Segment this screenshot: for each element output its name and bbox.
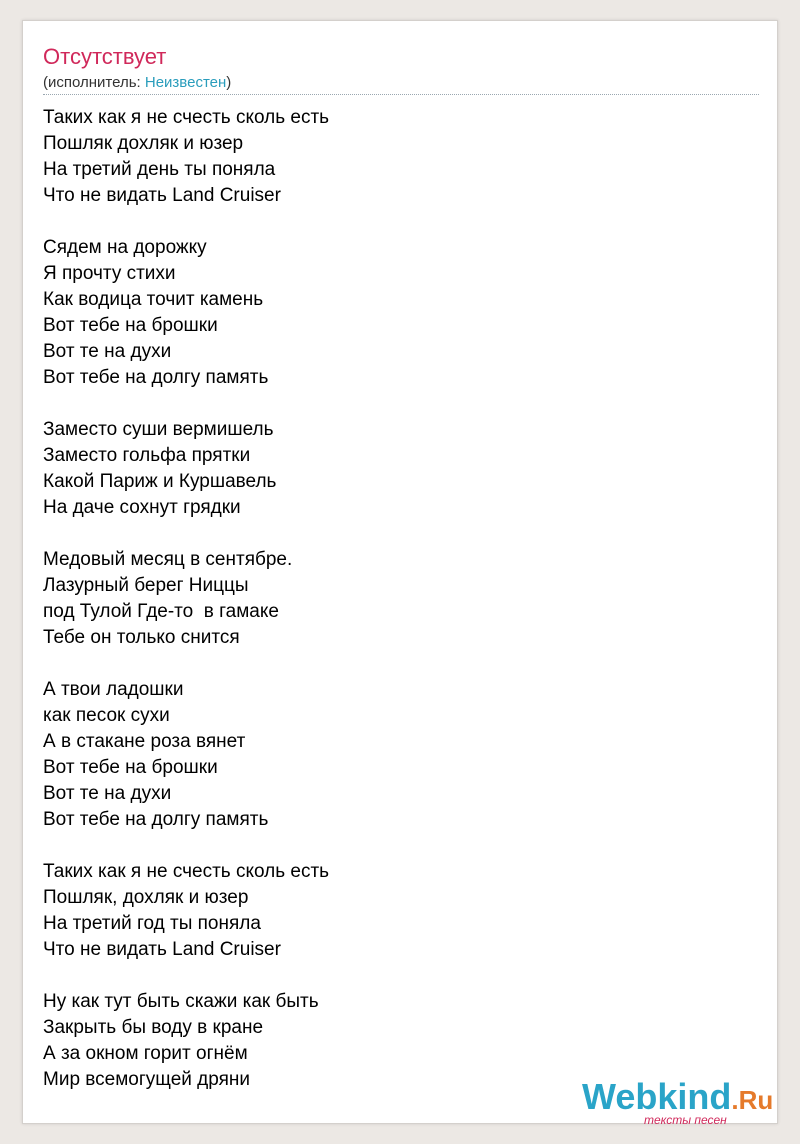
artist-line <box>43 73 231 93</box>
lyric-line: На третий год ты поняла <box>43 913 261 934</box>
lyric-line: А за окном горит огнём <box>43 1043 248 1064</box>
lyric-line: Как водица точит камень <box>43 289 264 310</box>
lyric-line: Вот тебе на долгу память <box>43 809 269 830</box>
lyric-line: Пошляк, дохляк и юзер <box>43 887 249 908</box>
lyric-line: Заместо гольфа прятки <box>43 445 251 466</box>
logo-main: Webkind <box>582 1076 732 1117</box>
stanza <box>43 677 743 833</box>
lyric-line: Тебе он только снится <box>43 627 240 648</box>
lyric-line: Вот тебе на долгу память <box>43 367 269 388</box>
stanza <box>43 547 743 651</box>
logo-tld: .Ru <box>731 1085 774 1115</box>
song-title: Отсутствует <box>43 44 167 69</box>
stanza <box>43 105 743 209</box>
lyric-line: Что не видать Land Cruiser <box>43 939 281 960</box>
lyric-line: Что не видать Land Cruiser <box>43 185 281 206</box>
lyric-line: Таких как я не счесть сколь есть <box>43 861 330 882</box>
logo-tagline: тексты песен <box>644 1113 727 1127</box>
lyric-line: Лазурный берег Ниццы <box>43 575 249 596</box>
lyric-line: под Тулой Где-то в гамаке <box>43 601 279 622</box>
stanza <box>43 417 743 521</box>
artist-link[interactable]: Неизвестен <box>144 74 227 91</box>
lyric-line: Мир всемогущей дряни <box>43 1069 251 1090</box>
lyric-line: На даче сохнут грядки <box>43 497 241 518</box>
divider <box>43 94 759 95</box>
lyric-line: Пошляк дохляк и юзер <box>43 133 244 154</box>
lyric-line: Вот тебе на брошки <box>43 315 218 336</box>
stanza <box>43 859 743 963</box>
lyric-line: А твои ладошки <box>43 679 184 700</box>
lyric-line: Таких как я не счесть сколь есть <box>43 107 330 128</box>
lyric-line: Вот тебе на брошки <box>43 757 218 778</box>
lyric-line: Ну как тут быть скажи как быть <box>43 991 319 1012</box>
artist-suffix: ) <box>226 74 232 91</box>
artist-prefix: (исполнитель: <box>43 74 145 91</box>
stanza <box>43 235 743 391</box>
lyric-line: Вот те на духи <box>43 783 172 804</box>
lyrics-sheet <box>22 20 778 1124</box>
lyric-line: Вот те на духи <box>43 341 172 362</box>
lyric-line: Медовый месяц в сентябре. <box>43 549 293 570</box>
lyric-line: как песок сухи <box>43 705 170 726</box>
lyric-line: Я прочту стихи <box>43 263 176 284</box>
lyric-line: На третий день ты поняла <box>43 159 276 180</box>
lyrics-body <box>43 105 743 1119</box>
lyric-line: Заместо суши вермишель <box>43 419 274 440</box>
lyric-line: А в стакане роза вянет <box>43 731 246 752</box>
site-logo[interactable] <box>582 1076 782 1126</box>
lyric-line: Закрыть бы воду в кране <box>43 1017 264 1038</box>
lyric-line: Какой Париж и Куршавель <box>43 471 277 492</box>
lyric-line: Сядем на дорожку <box>43 237 207 258</box>
